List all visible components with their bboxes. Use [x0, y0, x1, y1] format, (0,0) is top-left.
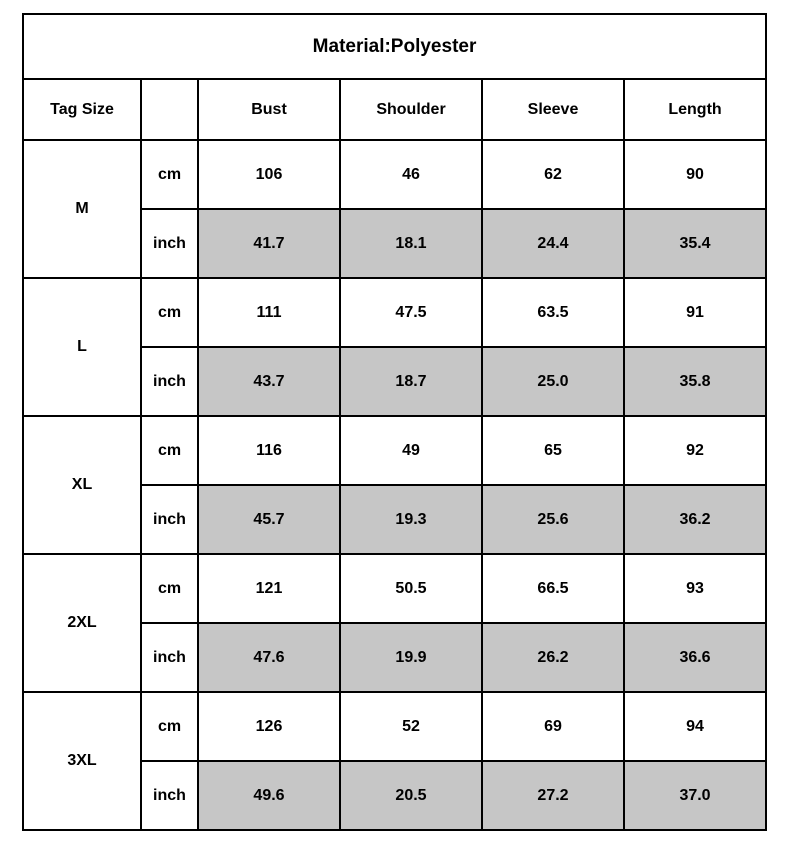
table-row [23, 416, 766, 485]
length-cell: 37.0 [624, 761, 766, 830]
header-row [23, 79, 766, 140]
unit-cell: inch [141, 623, 198, 692]
shoulder-cell: 19.3 [340, 485, 482, 554]
length-cell: 36.2 [624, 485, 766, 554]
table-row [23, 140, 766, 209]
shoulder-cell: 46 [340, 140, 482, 209]
bust-cell: 121 [198, 554, 340, 623]
unit-cell: cm [141, 554, 198, 623]
length-cell: 94 [624, 692, 766, 761]
unit-cell: inch [141, 209, 198, 278]
shoulder-cell: 50.5 [340, 554, 482, 623]
length-cell: 90 [624, 140, 766, 209]
bust-cell: 106 [198, 140, 340, 209]
tag-size-cell: XL [23, 416, 141, 554]
unit-cell: cm [141, 278, 198, 347]
tag-size-cell: M [23, 140, 141, 278]
column-header-shoulder: Shoulder [340, 79, 482, 140]
length-cell: 93 [624, 554, 766, 623]
shoulder-cell: 49 [340, 416, 482, 485]
sleeve-cell: 69 [482, 692, 624, 761]
table-row [23, 554, 766, 623]
column-header-sleeve: Sleeve [482, 79, 624, 140]
column-header-unit [141, 79, 198, 140]
sleeve-cell: 27.2 [482, 761, 624, 830]
column-header-length: Length [624, 79, 766, 140]
bust-cell: 111 [198, 278, 340, 347]
unit-cell: inch [141, 347, 198, 416]
shoulder-cell: 19.9 [340, 623, 482, 692]
sleeve-cell: 62 [482, 140, 624, 209]
unit-cell: inch [141, 485, 198, 554]
sleeve-cell: 63.5 [482, 278, 624, 347]
column-header-tag-size: Tag Size [23, 79, 141, 140]
bust-cell: 47.6 [198, 623, 340, 692]
bust-cell: 126 [198, 692, 340, 761]
shoulder-cell: 18.1 [340, 209, 482, 278]
unit-cell: cm [141, 416, 198, 485]
shoulder-cell: 47.5 [340, 278, 482, 347]
length-cell: 91 [624, 278, 766, 347]
bust-cell: 41.7 [198, 209, 340, 278]
column-header-bust: Bust [198, 79, 340, 140]
length-cell: 36.6 [624, 623, 766, 692]
unit-cell: inch [141, 761, 198, 830]
bust-cell: 49.6 [198, 761, 340, 830]
length-cell: 92 [624, 416, 766, 485]
unit-cell: cm [141, 692, 198, 761]
tag-size-cell: 2XL [23, 554, 141, 692]
sleeve-cell: 66.5 [482, 554, 624, 623]
bust-cell: 45.7 [198, 485, 340, 554]
shoulder-cell: 18.7 [340, 347, 482, 416]
length-cell: 35.8 [624, 347, 766, 416]
bust-cell: 116 [198, 416, 340, 485]
sleeve-cell: 24.4 [482, 209, 624, 278]
shoulder-cell: 20.5 [340, 761, 482, 830]
sleeve-cell: 26.2 [482, 623, 624, 692]
tag-size-cell: L [23, 278, 141, 416]
sleeve-cell: 25.6 [482, 485, 624, 554]
table-row [23, 692, 766, 761]
sleeve-cell: 65 [482, 416, 624, 485]
tag-size-cell: 3XL [23, 692, 141, 830]
sleeve-cell: 25.0 [482, 347, 624, 416]
length-cell: 35.4 [624, 209, 766, 278]
size-chart-table [22, 13, 767, 831]
shoulder-cell: 52 [340, 692, 482, 761]
title-row [23, 14, 766, 79]
unit-cell: cm [141, 140, 198, 209]
bust-cell: 43.7 [198, 347, 340, 416]
table-row [23, 278, 766, 347]
material-title: Material:Polyester [23, 14, 766, 79]
